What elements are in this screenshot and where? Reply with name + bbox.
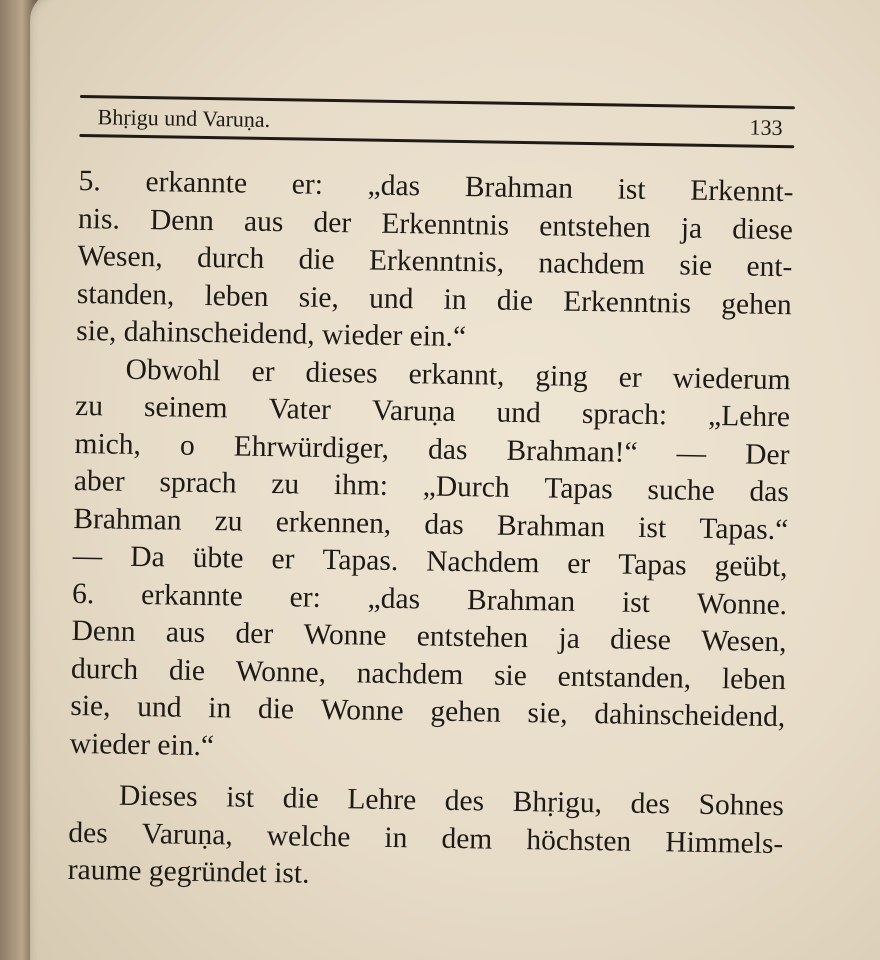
text-line: mich, o Ehrwürdiger, das Brahman!“ — Der [74,427,790,471]
text-line: 5. erkannte er: „das Brahman ist Erkennt- [78,164,794,209]
page-number: 133 [749,114,783,141]
running-title: Bhṛigu und Varuṇa. [97,104,271,132]
text-line: zu seinem Vater Varuṇa und sprach: „Lehre [74,389,791,434]
paragraph [68,777,785,901]
page-content [68,95,795,901]
body-text [68,163,794,901]
text-line: aber sprach zu ihm: „Durch Tapas suche das [73,464,790,509]
text-line: sie, und in die Wonne gehen sie, dahinscheidend, [70,689,786,734]
text-line: standen, leben sie, und in die Erkenntnis gehen [76,277,792,321]
text-line: raume gegründet ist. [67,853,310,890]
text-line: Denn aus der Wonne entstehen ja diese Wesen, [71,614,787,659]
text-line: wieder ein.“ [69,727,215,762]
text-line: — Da übte er Tapas. Nachdem er Tapas geübt, [72,539,788,584]
paragraph [76,163,794,362]
text-line: sie, dahinscheidend, wieder ein.“ [76,314,467,354]
text-line: Brahman zu erkennen, das Brahman ist Tapas.“ [73,502,789,546]
text-line: nis. Denn aus der Erkenntnis entstehen ja diese [77,202,794,246]
text-line: Wesen, durch die Erkenntnis, nachdem sie ent- [77,239,793,284]
text-line: Dieses ist die Lehre des Bhṛigu, des Sohnes [118,779,785,823]
text-line: 6. erkannte er: „das Brahman ist Wonne. [71,577,788,621]
text-line: des Varuṇa, welche in dem höchsten Himmels- [68,816,784,860]
paragraph [70,350,791,774]
text-line: Obwohl er dieses erkannt, ging er wiederum [125,353,791,396]
text-line: durch die Wonne, nachdem sie entstanden, leben [70,652,787,696]
